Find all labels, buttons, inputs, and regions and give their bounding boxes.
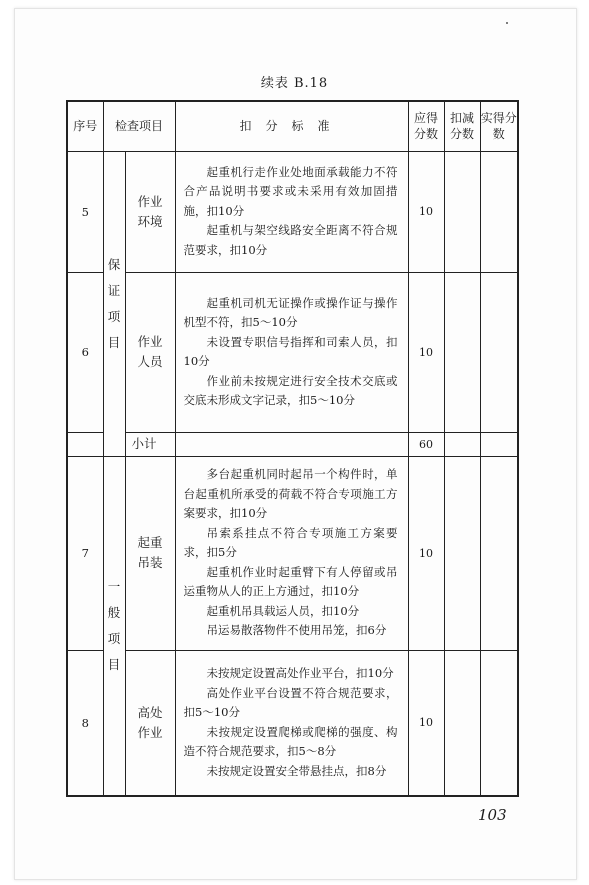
row-standard: 起重机司机无证操作或操作证与操作机型不符，扣5～10分 未设置专职信号指挥和司索人员，扣10分 作业前未按规定进行安全技术交底或交底未形成文字记录，扣5～10分: [175, 272, 408, 432]
table-row: [67, 272, 518, 432]
row-item: 作业 人员: [125, 272, 175, 432]
row-standard: 多台起重机同时起吊一个构件时，单台起重机所承受的荷载不符合专项施工方案要求，扣10分 吊索系挂点不符合专项施工方案要求，扣5分 起重机作业时起重臂下有人停留或吊运重物从人的正上方通过，扣10分 起重机吊具载运人员，扣10分 吊运易散落物件不使用吊笼，扣6分: [175, 456, 408, 650]
header-row: [67, 101, 518, 151]
subtotal-actual: [480, 432, 518, 456]
page-number: 103: [478, 806, 507, 824]
row-deduct: [444, 650, 480, 796]
row-should-score: 10: [408, 272, 444, 432]
row-actual: [480, 650, 518, 796]
header-seq: 序号: [67, 101, 103, 151]
header-check-item: 检查项目: [103, 101, 175, 151]
header-standard: 扣分标准: [175, 101, 408, 151]
group-guarantee: 保 证 项 目: [103, 151, 125, 456]
table-row: [67, 650, 518, 796]
subtotal-seq: [67, 432, 103, 456]
header-should-score: 应得分数: [408, 101, 444, 151]
header-deduct: 扣减分数: [444, 101, 480, 151]
row-actual: [480, 272, 518, 432]
row-seq: 7: [67, 456, 103, 650]
inspection-table: [66, 100, 519, 797]
row-should-score: 10: [408, 456, 444, 650]
table-row: [67, 456, 518, 650]
row-should-score: 10: [408, 151, 444, 272]
row-actual: [480, 456, 518, 650]
row-seq: 8: [67, 650, 103, 796]
row-should-score: 10: [408, 650, 444, 796]
subtotal-label: 小计: [125, 432, 175, 456]
row-item: 高处 作业: [125, 650, 175, 796]
subtotal-score: 60: [408, 432, 444, 456]
row-seq: 6: [67, 272, 103, 432]
subtotal-deduct: [444, 432, 480, 456]
row-item: 作业 环境: [125, 151, 175, 272]
row-deduct: [444, 151, 480, 272]
table-caption: 续表 B.18: [260, 76, 329, 91]
row-deduct: [444, 272, 480, 432]
row-actual: [480, 151, 518, 272]
table-row: [67, 151, 518, 272]
subtotal-row: [67, 432, 518, 456]
scan-speck: [506, 22, 508, 24]
row-item: 起重 吊装: [125, 456, 175, 650]
subtotal-standard: [175, 432, 408, 456]
header-actual: 实得分数: [480, 101, 518, 151]
group-general: 一 般 项 目: [103, 456, 125, 796]
row-standard: 未按规定设置高处作业平台，扣10分 高处作业平台设置不符合规范要求，扣5～10分 未按规定设置爬梯或爬梯的强度、构造不符合规范要求，扣5～8分 未按规定设置安全带悬挂点，扣8分: [175, 650, 408, 796]
row-seq: 5: [67, 151, 103, 272]
row-standard: 起重机行走作业处地面承载能力不符合产品说明书要求或未采用有效加固措施，扣10分 起重机与架空线路安全距离不符合规范要求，扣10分: [175, 151, 408, 272]
row-deduct: [444, 456, 480, 650]
